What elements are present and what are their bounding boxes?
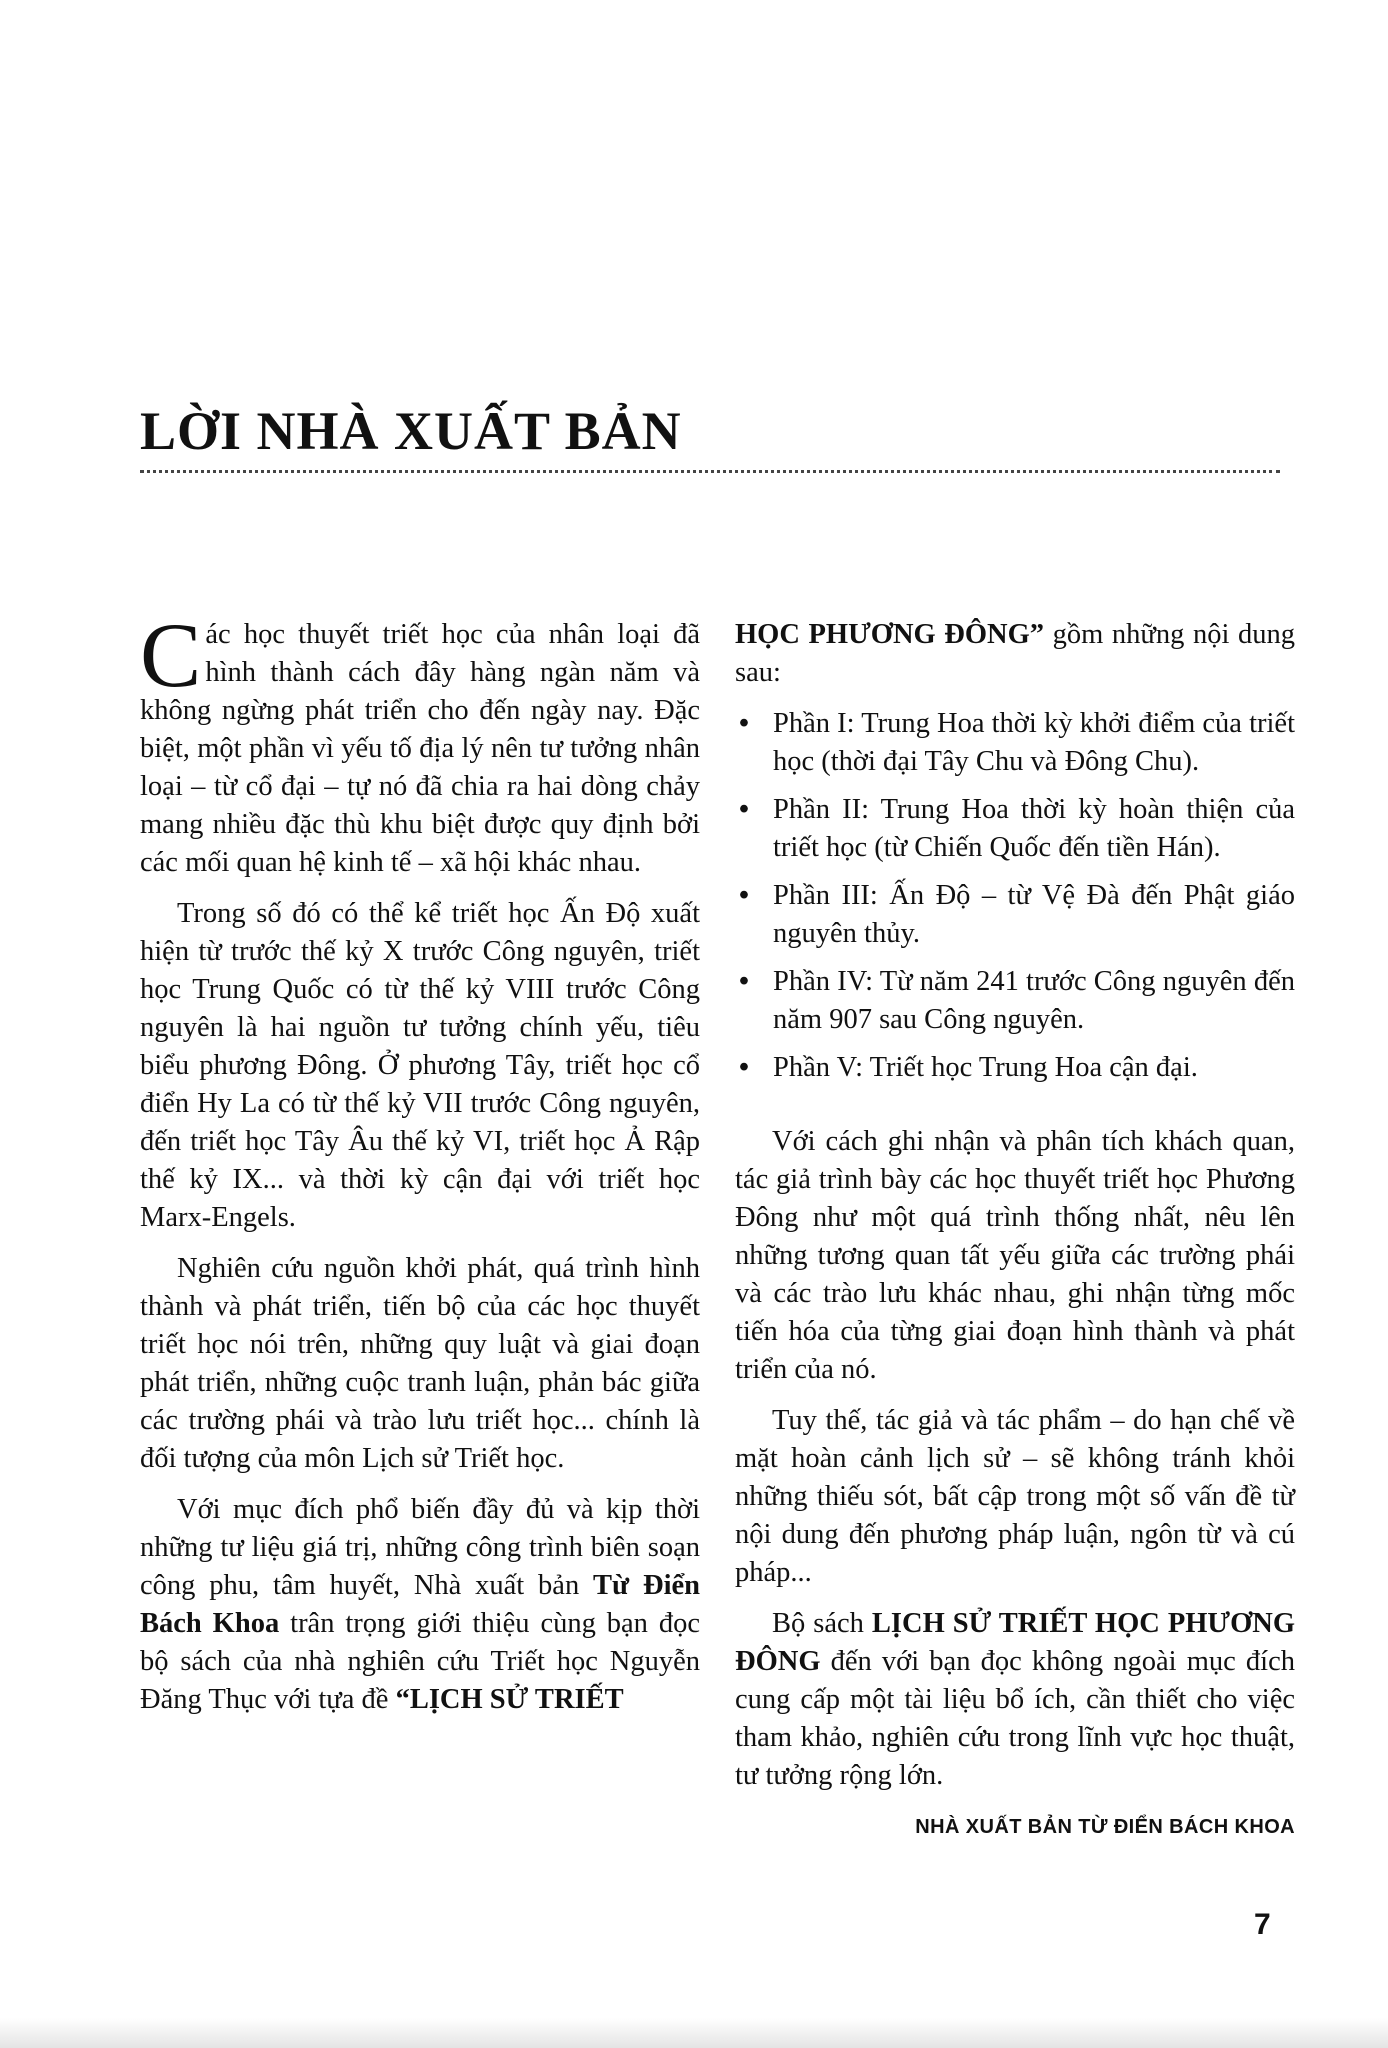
paragraph-4 xyxy=(140,1491,700,1719)
page-title: LỜI NHÀ XUẤT BẢN xyxy=(140,401,682,461)
bullet-icon: • xyxy=(739,880,749,911)
bullet-icon: • xyxy=(739,794,749,825)
bullet-icon: • xyxy=(739,966,749,997)
drop-cap: C xyxy=(140,604,202,706)
bullet-icon: • xyxy=(739,1052,749,1083)
paragraph-4-text-a: Với mục đích phổ biến đầy đủ và kịp thời những tư liệu giá trị, những công trình biên soạn công phu, tâm huyết, Nhà xuất bản xyxy=(140,1494,700,1601)
paragraph-8 xyxy=(735,1605,1295,1795)
paragraph-4-text-b: trân trọng giới thiệu cùng bạn đọc bộ sách của nhà nghiên cứu Triết học Nguyễn Đăng Thục với tựa đề xyxy=(140,1608,701,1715)
list-item: • Phần III: Ấn Độ – từ Vệ Đà đến Phật giáo nguyên thủy. xyxy=(735,877,1295,953)
left-column xyxy=(140,604,701,1732)
paragraph-6: Với cách ghi nhận và phân tích khách quan, tác giả trình bày các học thuyết triết học Phương Đông như một quá trình thống nhất, nêu lên những tương quan tất yếu giữa các trường phái và các trào lưu khác nhau, ghi nhận từng mốc tiến hóa của từng giai đoạn hình thành và phát triển của nó. xyxy=(735,1126,1295,1385)
page-number: 7 xyxy=(1254,1908,1271,1941)
paragraph-5-text: gồm những nội dung sau: xyxy=(735,619,1295,688)
paragraph-8-text-a: Bộ sách xyxy=(772,1608,872,1639)
list-item: • Phần IV: Từ năm 241 trước Công nguyên đến năm 907 sau Công nguyên. xyxy=(735,963,1295,1039)
paragraph-3: Nghiên cứu nguồn khởi phát, quá trình hình thành và phát triển, tiến bộ của các học thuyết triết học nói trên, những quy luật và giai đoạn phát triển, những cuộc tranh luận, phản bác giữa các trường phái và trào lưu triết học... chính là đối tượng của môn Lịch sử Triết học. xyxy=(140,1253,700,1474)
dotted-divider xyxy=(140,470,1280,473)
book-title: LỊCH SỬ TRIẾT HỌC PHƯƠNG ĐÔNG xyxy=(735,1608,1296,1677)
right-column xyxy=(735,616,1295,1846)
book-title-start: “LỊCH SỬ TRIẾT xyxy=(395,1684,624,1715)
list-item: • Phần V: Triết học Trung Hoa cận đại. xyxy=(735,1049,1295,1087)
paragraph-1-text: ác học thuyết triết học của nhân loại đã hình thành cách đây hàng ngàn năm và không ngừng phát triển cho đến ngày nay. Đặc biệt, một phần vì yếu tố địa lý nên tư tưởng nhân loại – từ cổ đại – tự nó đã chia ra hai dòng chảy mang nhiều đặc thù khu biệt được quy định bởi các mối quan hệ kinh tế – xã hội khác nhau. xyxy=(140,619,700,878)
paragraph-5 xyxy=(735,616,1295,692)
publisher-signature: NHÀ XUẤT BẢN TỪ ĐIỂN BÁCH KHOA xyxy=(915,1816,1295,1838)
contents-list xyxy=(735,705,1295,1087)
paragraph-1 xyxy=(140,604,700,882)
list-item: • Phần I: Trung Hoa thời kỳ khởi điểm của triết học (thời đại Tây Chu và Đông Chu). xyxy=(735,705,1295,781)
bullet-icon: • xyxy=(739,708,749,739)
publisher-name: Từ Điển Bách Khoa xyxy=(140,1570,700,1639)
paragraph-7: Tuy thế, tác giả và tác phẩm – do hạn chế về mặt hoàn cảnh lịch sử – sẽ không tránh khỏi những thiếu sót, bất cập trong một số vấn đề từ nội dung đến phương pháp luận, ngôn từ và cú pháp... xyxy=(735,1405,1295,1588)
page-edge-shadow xyxy=(0,2018,1388,2048)
paragraph-8-text-b: đến với bạn đọc không ngoài mục đích cung cấp một tài liệu bổ ích, cần thiết cho việc tham khảo, nghiên cứu trong lĩnh vực học thuật, tư tưởng rộng lớn. xyxy=(735,1646,1295,1791)
list-item: • Phần II: Trung Hoa thời kỳ hoàn thiện của triết học (từ Chiến Quốc đến tiền Hán). xyxy=(735,791,1295,867)
paragraph-2: Trong số đó có thể kể triết học Ấn Độ xuất hiện từ trước thế kỷ X trước Công nguyên, triết học Trung Quốc có từ thế kỷ VIII trước Công nguyên là hai nguồn tư tưởng chính yếu, tiêu biểu phương Đông. Ở phương Tây, triết học cổ điển Hy La có từ thế kỷ VII trước Công nguyên, đến triết học Tây Âu thế kỷ VI, triết học Ả Rập thế kỷ IX... và thời kỳ cận đại với triết học Marx-Engels. xyxy=(140,898,700,1233)
book-title-end: HỌC PHƯƠNG ĐÔNG” xyxy=(735,619,1045,650)
